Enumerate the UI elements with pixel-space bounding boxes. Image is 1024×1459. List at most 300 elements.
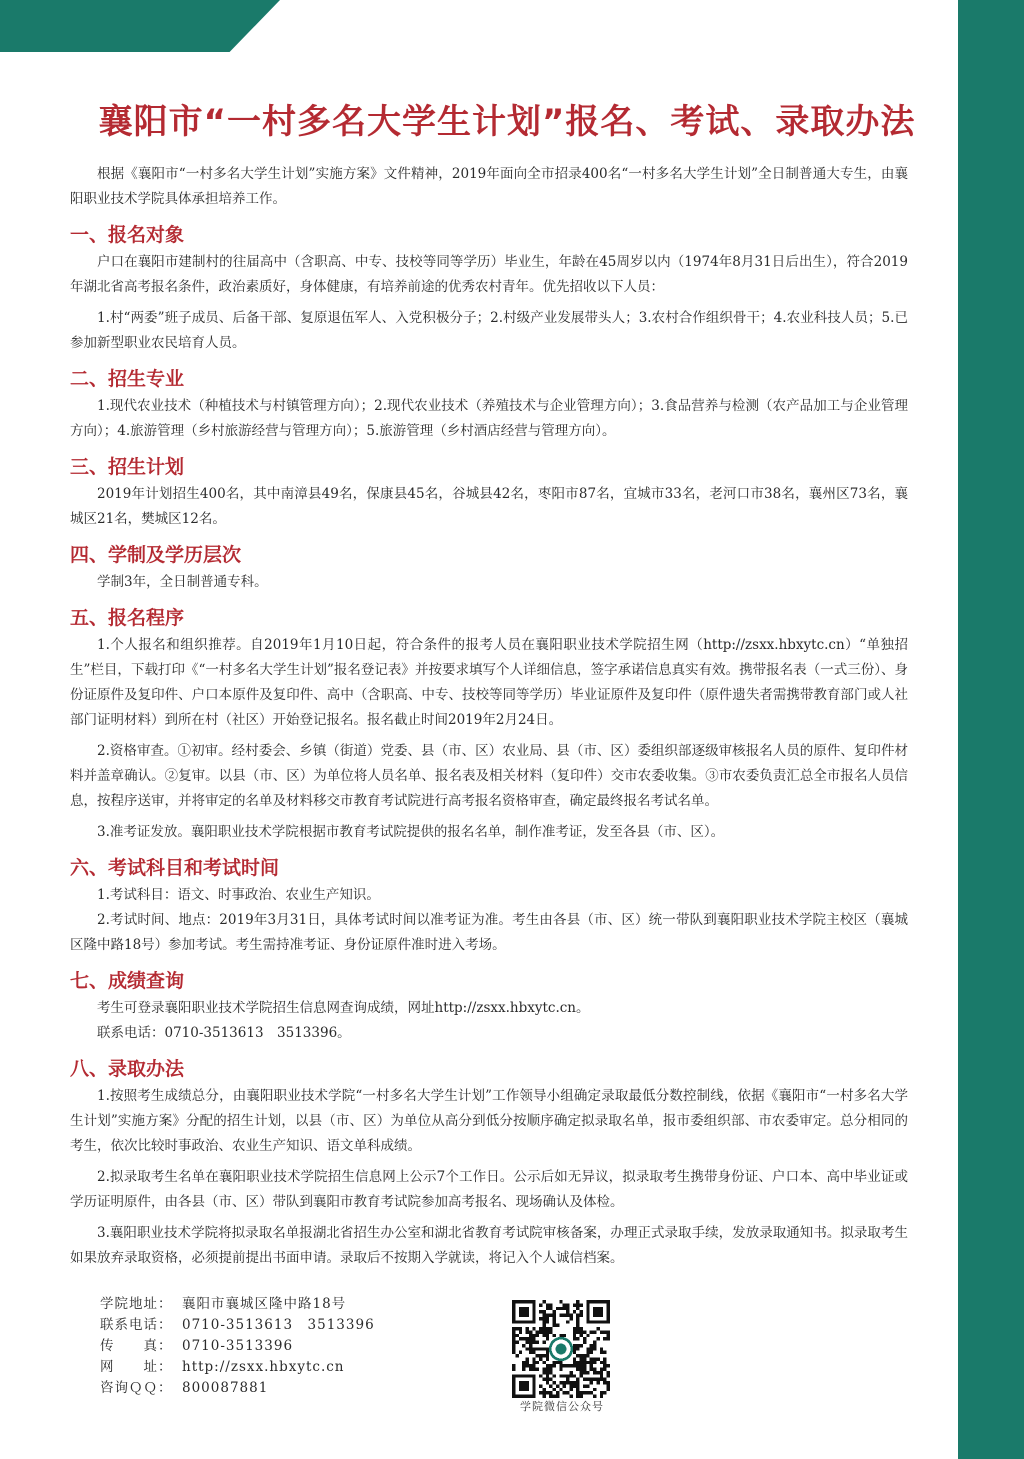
qr-module xyxy=(603,1361,606,1364)
qr-module xyxy=(549,1327,552,1330)
qr-module xyxy=(542,1327,545,1330)
qr-module xyxy=(532,1364,535,1367)
qr-module xyxy=(576,1344,579,1347)
qr-module xyxy=(546,1327,549,1330)
qr-module xyxy=(526,1361,529,1364)
qr-module xyxy=(542,1378,545,1381)
qr-module xyxy=(556,1307,559,1310)
qr-module xyxy=(573,1330,576,1333)
qr-module xyxy=(607,1364,610,1367)
qr-module xyxy=(556,1384,559,1387)
qr-module xyxy=(576,1347,579,1350)
qr-module xyxy=(546,1334,549,1337)
qr-module xyxy=(607,1330,610,1333)
qr-module xyxy=(519,1337,522,1340)
qr-module xyxy=(532,1361,535,1364)
qr-module xyxy=(512,1351,515,1354)
qr-module xyxy=(590,1330,593,1333)
qr-module xyxy=(553,1310,556,1313)
qr-module xyxy=(600,1378,603,1381)
qr-module xyxy=(593,1388,596,1391)
qr-module xyxy=(600,1368,603,1371)
qr-module xyxy=(576,1317,579,1320)
qr-module xyxy=(600,1361,603,1364)
section-heading: 三、招生计划 xyxy=(70,456,185,478)
qr-module xyxy=(542,1330,545,1333)
qr-module xyxy=(559,1374,562,1377)
qr-module xyxy=(512,1368,515,1371)
qr-module xyxy=(583,1330,586,1333)
qr-module xyxy=(576,1324,579,1327)
qr-module xyxy=(569,1364,572,1367)
qr-module xyxy=(553,1314,556,1317)
qr-module xyxy=(532,1351,535,1354)
qr-module xyxy=(566,1303,569,1306)
section-paragraph: 1.按照考生成绩总分，由襄阳职业技术学院“一村多名大学生计划”工作领导小组确定录取最低分数控制线，依据《襄阳市“一村多名大学生计划”实施方案》分配的招生计划，以县（市、区）为单位从高分到低分按顺序确定拟录取名单，报市委组织部、市农委审定。总分相同的考生，依次比较时事政治、农业生产知识、语文单科成绩。 xyxy=(70,1088,908,1154)
qr-module xyxy=(512,1347,515,1350)
qr-module xyxy=(549,1368,552,1371)
qr-module xyxy=(549,1330,552,1333)
document-body xyxy=(70,162,908,1271)
qr-module xyxy=(549,1371,552,1374)
qr-module xyxy=(603,1381,606,1384)
qr-module xyxy=(586,1371,589,1374)
qr-module xyxy=(593,1378,596,1381)
qr-module xyxy=(539,1357,542,1360)
contact-value[interactable]: http://zsxx.hbxytc.cn xyxy=(182,1359,345,1375)
qr-module xyxy=(559,1364,562,1367)
qr-module xyxy=(515,1341,518,1344)
qr-module xyxy=(546,1337,549,1340)
qr-module xyxy=(559,1381,562,1384)
section-paragraph: 1.个人报名和组织推荐。自2019年1月10日起，符合条件的报考人员在襄阳职业技术学院招生网（http://zsxx.hbxytc.cn）“单独招生”栏目，下载打印《“一村多名大学生计划”报名登记表》并按要求填写个人详细信息，签字承诺信息真实有效。携带报名表（一式三份）、身份证原件及复印件、户口本原件及复印件、高中（含职高、中专、技校等同等学历）毕业证原件及复印件（原件遗失者需携带教育部门或人社部门证明材料）到所在村（社区）开始登记报名。报名截止时间2019年2月24日。 xyxy=(70,637,908,728)
qr-module xyxy=(566,1314,569,1317)
qr-module xyxy=(546,1307,549,1310)
qr-module xyxy=(542,1324,545,1327)
qr-module xyxy=(573,1384,576,1387)
qr-module xyxy=(580,1310,583,1313)
qr-module xyxy=(539,1384,542,1387)
qr-module xyxy=(573,1344,576,1347)
qr-module xyxy=(559,1368,562,1371)
qr-module xyxy=(526,1364,529,1367)
qr-module xyxy=(526,1341,529,1344)
contact-label: 传 真： xyxy=(100,1338,173,1354)
qr-module xyxy=(542,1334,545,1337)
section-paragraph: 户口在襄阳市建制村的往届高中（含职高、中专、技校等同等学历）毕业生，年龄在45周岁以内（1974年8月31日后出生），符合2019年湖北省高考报名条件，政治素质好，身体健康，有培养前途的优秀农村青年。优先招收以下人员： xyxy=(70,254,908,295)
qr-module xyxy=(603,1368,606,1371)
qr-module xyxy=(556,1324,559,1327)
qr-module xyxy=(580,1330,583,1333)
qr-module xyxy=(532,1368,535,1371)
qr-module xyxy=(512,1330,515,1333)
qr-module xyxy=(583,1378,586,1381)
qr-module xyxy=(539,1310,542,1313)
qr-module xyxy=(583,1371,586,1374)
qr-module xyxy=(603,1357,606,1360)
qr-module xyxy=(536,1330,539,1333)
qr-module xyxy=(603,1391,606,1394)
qr-module xyxy=(529,1341,532,1344)
qr-module xyxy=(553,1388,556,1391)
qr-module xyxy=(593,1347,596,1350)
qr-module xyxy=(569,1371,572,1374)
contact-address xyxy=(100,1294,375,1315)
qr-module xyxy=(546,1391,549,1394)
qr-module xyxy=(563,1391,566,1394)
qr-module xyxy=(596,1337,599,1340)
qr-module xyxy=(542,1388,545,1391)
qr-module xyxy=(573,1347,576,1350)
qr-module xyxy=(576,1391,579,1394)
qr-module xyxy=(539,1317,542,1320)
qr-module xyxy=(583,1384,586,1387)
qr-module xyxy=(586,1351,589,1354)
qr-module xyxy=(583,1391,586,1394)
qr-module xyxy=(600,1374,603,1377)
qr-module xyxy=(515,1334,518,1337)
qr-module xyxy=(522,1337,525,1340)
qr-module xyxy=(542,1368,545,1371)
qr-module xyxy=(586,1384,589,1387)
qr-module xyxy=(576,1368,579,1371)
qr-module xyxy=(569,1317,572,1320)
qr-module xyxy=(603,1364,606,1367)
qr-module xyxy=(586,1334,589,1337)
contact-value: 襄阳市襄城区隆中路18号 xyxy=(182,1296,347,1312)
qr-module xyxy=(529,1351,532,1354)
qr-module xyxy=(607,1374,610,1377)
qr-module xyxy=(536,1368,539,1371)
section-duration xyxy=(70,540,908,595)
section-majors xyxy=(70,364,908,444)
contact-label: 学院地址： xyxy=(100,1296,173,1312)
qr-module xyxy=(526,1337,529,1340)
qr-module xyxy=(580,1368,583,1371)
qr-module xyxy=(580,1371,583,1374)
section-heading: 四、学制及学历层次 xyxy=(70,544,242,566)
qr-module xyxy=(607,1384,610,1387)
section-paragraph: 3.准考证发放。襄阳职业技术学院根据市教育考试院提供的报名名单，制作准考证，发至各县（市、区）。 xyxy=(97,824,725,840)
section-paragraph: 2.资格审查。①初审。经村委会、乡镇（街道）党委、县（市、区）农业局、县（市、区）委组织部逐级审核报名人员的原件、复印件材料并盖章确认。②复审。以县（市、区）为单位将人员名单、报名表及相关材料（复印件）交市农委收集。③市农委负责汇总全市报名人员信息，按程序送审，并将审定的名单及材料移交市教育考试院进行高考报名资格审查，确定最终报名考试名单。 xyxy=(70,743,908,809)
qr-module xyxy=(576,1384,579,1387)
qr-module xyxy=(529,1364,532,1367)
qr-module xyxy=(607,1334,610,1337)
qr-module xyxy=(580,1374,583,1377)
qr-module xyxy=(546,1381,549,1384)
qr-module xyxy=(586,1361,589,1364)
qr-module xyxy=(549,1364,552,1367)
qr-module xyxy=(596,1327,599,1330)
qr-module xyxy=(566,1378,569,1381)
qr-module xyxy=(590,1364,593,1367)
qr-module xyxy=(549,1384,552,1387)
qr-module xyxy=(563,1364,566,1367)
contact-info xyxy=(100,1294,375,1399)
contact-label: 网 址： xyxy=(100,1359,173,1375)
qr-module xyxy=(553,1320,556,1323)
contact-value: 0710-3513396 xyxy=(182,1338,294,1354)
qr-module xyxy=(593,1341,596,1344)
qr-module xyxy=(553,1324,556,1327)
qr-module xyxy=(546,1351,549,1354)
contact-fax xyxy=(100,1336,375,1357)
qr-module xyxy=(576,1388,579,1391)
qr-module xyxy=(512,1341,515,1344)
qr-module xyxy=(607,1371,610,1374)
qr-module xyxy=(576,1361,579,1364)
qr-module xyxy=(576,1354,579,1357)
qr-module xyxy=(542,1361,545,1364)
qr-module xyxy=(573,1310,576,1313)
qr-module xyxy=(546,1320,549,1323)
qr-module xyxy=(539,1354,542,1357)
qr-module xyxy=(583,1337,586,1340)
section-paragraph: 2.拟录取考生名单在襄阳职业技术学院招生信息网上公示7个工作日。公示后如无异议，拟录取考生携带身份证、户口本、高中毕业证或学历证明原件，由各县（市、区）带队到襄阳市教育考试院参加高考报名、现场确认及体检。 xyxy=(70,1169,908,1210)
qr-module xyxy=(559,1314,562,1317)
section-paragraph: 3.襄阳职业技术学院将拟录取名单报湖北省招生办公室和湖北省教育考试院审核备案，办理正式录取手续，发放录取通知书。拟录取考生如果放弃录取资格，必须提前提出书面申请。录取后不按期入学就读，将记入个人诚信档案。 xyxy=(70,1225,908,1266)
qr-module xyxy=(553,1361,556,1364)
qr-module xyxy=(512,1344,515,1347)
qr-module xyxy=(566,1374,569,1377)
qr-module xyxy=(532,1357,535,1360)
qr-module xyxy=(607,1337,610,1340)
contact-value: 0710-3513613 3513396 xyxy=(182,1317,375,1333)
qr-module xyxy=(603,1378,606,1381)
qr-module xyxy=(580,1344,583,1347)
qr-module xyxy=(549,1307,552,1310)
qr-module xyxy=(522,1364,525,1367)
qr-module xyxy=(536,1361,539,1364)
qr-module xyxy=(573,1357,576,1360)
qr-module xyxy=(563,1307,566,1310)
section-paragraph: 2.考试时间、地点：2019年3月31日，具体考试时间以准考证为准。考生由各县（市、区）统一带队到襄阳职业技术学院主校区（襄城区隆中路18号）参加考试。考生需持准考证、身份证原件准时进入考场。 xyxy=(70,912,908,953)
section-heading: 八、录取办法 xyxy=(70,1058,185,1080)
qr-module xyxy=(542,1347,545,1350)
qr-module xyxy=(569,1381,572,1384)
qr-module xyxy=(546,1347,549,1350)
qr-module xyxy=(542,1300,545,1303)
contact-label: 联系电话： xyxy=(100,1317,173,1333)
qr-module xyxy=(549,1303,552,1306)
section-paragraph: 考生可登录襄阳职业技术学院招生信息网查询成绩，网址http://zsxx.hbxytc.cn。 xyxy=(97,1000,590,1016)
qr-module xyxy=(600,1330,603,1333)
qr-module xyxy=(583,1341,586,1344)
qr-module xyxy=(573,1374,576,1377)
qr-module xyxy=(566,1307,569,1310)
qr-module xyxy=(590,1381,593,1384)
qr-module xyxy=(546,1357,549,1360)
qr-module xyxy=(546,1374,549,1377)
section-paragraph: 1.现代农业技术（种植技术与村镇管理方向）；2.现代农业技术（养殖技术与企业管理方向）；3.食品营养与检测（农产品加工与企业管理方向）；4.旅游管理（乡村旅游经营与管理方向）；5.旅游管理（乡村酒店经营与管理方向）。 xyxy=(70,398,908,439)
qr-module xyxy=(576,1378,579,1381)
intro-paragraph: 根据《襄阳市“一村多名大学生计划”实施方案》文件精神，2019年面向全市招录400名“一村多名大学生计划”全日制普通大专生，由襄阳职业技术学院具体承担培养工作。 xyxy=(70,166,908,207)
qr-module xyxy=(566,1310,569,1313)
qr-module xyxy=(526,1330,529,1333)
section-heading: 一、报名对象 xyxy=(70,224,185,246)
qr-module xyxy=(553,1364,556,1367)
qr-module xyxy=(539,1327,542,1330)
qr-module xyxy=(603,1351,606,1354)
qr-module xyxy=(563,1334,566,1337)
qr-module xyxy=(526,1347,529,1350)
qr-module xyxy=(573,1303,576,1306)
qr-module xyxy=(512,1364,515,1367)
qr-module xyxy=(529,1334,532,1337)
qr-module xyxy=(549,1391,552,1394)
qr-module xyxy=(576,1337,579,1340)
qr-module xyxy=(559,1388,562,1391)
qr-module xyxy=(522,1368,525,1371)
qr-module xyxy=(593,1368,596,1371)
qr-module xyxy=(580,1364,583,1367)
qr-module xyxy=(593,1361,596,1364)
qr-module xyxy=(590,1378,593,1381)
qr-module xyxy=(553,1334,556,1337)
section-admission xyxy=(70,1054,908,1271)
qr-module xyxy=(536,1341,539,1344)
qr-module xyxy=(580,1357,583,1360)
qr-module xyxy=(519,1327,522,1330)
qr-module xyxy=(556,1391,559,1394)
qr-module xyxy=(546,1368,549,1371)
qr-module xyxy=(559,1300,562,1303)
top-left-accent-band xyxy=(0,0,280,52)
qr-module xyxy=(576,1320,579,1323)
section-paragraph: 1.考试科目：语文、时事政治、农业生产知识。 xyxy=(97,887,380,903)
qr-module xyxy=(529,1330,532,1333)
qr-module xyxy=(580,1391,583,1394)
qr-module xyxy=(593,1344,596,1347)
qr-module xyxy=(573,1364,576,1367)
qr-module xyxy=(580,1314,583,1317)
qr-module xyxy=(596,1357,599,1360)
qr-module xyxy=(539,1347,542,1350)
qr-module xyxy=(600,1351,603,1354)
qr-module xyxy=(566,1381,569,1384)
qr-module xyxy=(539,1374,542,1377)
qr-module xyxy=(590,1347,593,1350)
qr-module xyxy=(569,1314,572,1317)
qr-module xyxy=(532,1347,535,1350)
qr-module xyxy=(542,1310,545,1313)
qr-module xyxy=(586,1354,589,1357)
qr-module xyxy=(583,1364,586,1367)
qr-module xyxy=(576,1303,579,1306)
qr-module xyxy=(580,1327,583,1330)
qr-module xyxy=(536,1347,539,1350)
section-application-procedure xyxy=(70,603,908,845)
section-enrollment-plan xyxy=(70,452,908,532)
qr-module xyxy=(542,1391,545,1394)
qr-module xyxy=(542,1314,545,1317)
qr-module xyxy=(559,1307,562,1310)
section-heading: 七、成绩查询 xyxy=(70,970,185,992)
qr-module xyxy=(576,1314,579,1317)
qr-module xyxy=(512,1337,515,1340)
contact-qq xyxy=(100,1378,375,1399)
qr-module xyxy=(593,1371,596,1374)
qr-module xyxy=(580,1303,583,1306)
qr-module xyxy=(566,1391,569,1394)
qr-module xyxy=(546,1317,549,1320)
qr-module xyxy=(593,1330,596,1333)
qr-module xyxy=(563,1303,566,1306)
qr-module xyxy=(586,1347,589,1350)
qr-module xyxy=(546,1354,549,1357)
qr-module xyxy=(559,1361,562,1364)
qr-module xyxy=(596,1378,599,1381)
qr-module xyxy=(586,1391,589,1394)
qr-module xyxy=(573,1361,576,1364)
section-paragraph: 学制3年，全日制普通专科。 xyxy=(97,574,268,590)
qr-module xyxy=(542,1341,545,1344)
qr-module xyxy=(573,1327,576,1330)
qr-module xyxy=(546,1371,549,1374)
contact-label: 咨询ＱＱ： xyxy=(100,1380,173,1396)
qr-module xyxy=(549,1314,552,1317)
qr-module xyxy=(586,1378,589,1381)
qr-module xyxy=(590,1391,593,1394)
qr-code-icon xyxy=(512,1300,610,1398)
qr-module xyxy=(546,1303,549,1306)
qr-module xyxy=(559,1334,562,1337)
qr-module xyxy=(569,1384,572,1387)
section-paragraph: 1.村“两委”班子成员、后备干部、复原退伍军人、入党积极分子；2.村级产业发展带头人；3.农村合作组织骨干；4.农业科技人员；5.已参加新型职业农民培育人员。 xyxy=(70,310,908,351)
document-title: 襄阳市“一村多名大学生计划”报名、考试、录取办法 xyxy=(98,102,916,142)
section-heading: 二、招生专业 xyxy=(70,368,185,390)
qr-module xyxy=(576,1381,579,1384)
qr-module xyxy=(596,1381,599,1384)
qr-module xyxy=(563,1381,566,1384)
qr-module xyxy=(569,1388,572,1391)
qr-module xyxy=(512,1334,515,1337)
qr-module xyxy=(596,1371,599,1374)
qr-module xyxy=(569,1374,572,1377)
qr-module xyxy=(563,1314,566,1317)
qr-module xyxy=(529,1337,532,1340)
qr-module xyxy=(600,1347,603,1350)
qr-module xyxy=(532,1327,535,1330)
qr-module xyxy=(532,1341,535,1344)
qr-caption: 学院微信公众号 xyxy=(520,1400,604,1413)
qr-module xyxy=(539,1330,542,1333)
qr-module xyxy=(553,1317,556,1320)
qr-module xyxy=(519,1330,522,1333)
qr-module xyxy=(590,1344,593,1347)
qr-module xyxy=(580,1361,583,1364)
qr-module xyxy=(529,1347,532,1350)
qr-module xyxy=(576,1327,579,1330)
contact-value: 800087881 xyxy=(182,1380,269,1396)
qr-module xyxy=(600,1391,603,1394)
section-paragraph: 2019年计划招生400名，其中南漳县49名，保康县45名，谷城县42名，枣阳市87名，宜城市33名，老河口市38名，襄州区73名，襄城区21名，樊城区12名。 xyxy=(70,486,908,527)
qr-module xyxy=(546,1364,549,1367)
qr-module xyxy=(519,1351,522,1354)
qr-module xyxy=(515,1327,518,1330)
qr-module xyxy=(522,1361,525,1364)
qr-module xyxy=(536,1334,539,1337)
qr-module xyxy=(590,1368,593,1371)
qr-module xyxy=(526,1357,529,1360)
qr-module xyxy=(603,1330,606,1333)
qr-module xyxy=(583,1368,586,1371)
qr-module xyxy=(607,1381,610,1384)
qr-module xyxy=(536,1354,539,1357)
qr-module xyxy=(546,1330,549,1333)
qr-module xyxy=(553,1381,556,1384)
qr-module xyxy=(583,1357,586,1360)
